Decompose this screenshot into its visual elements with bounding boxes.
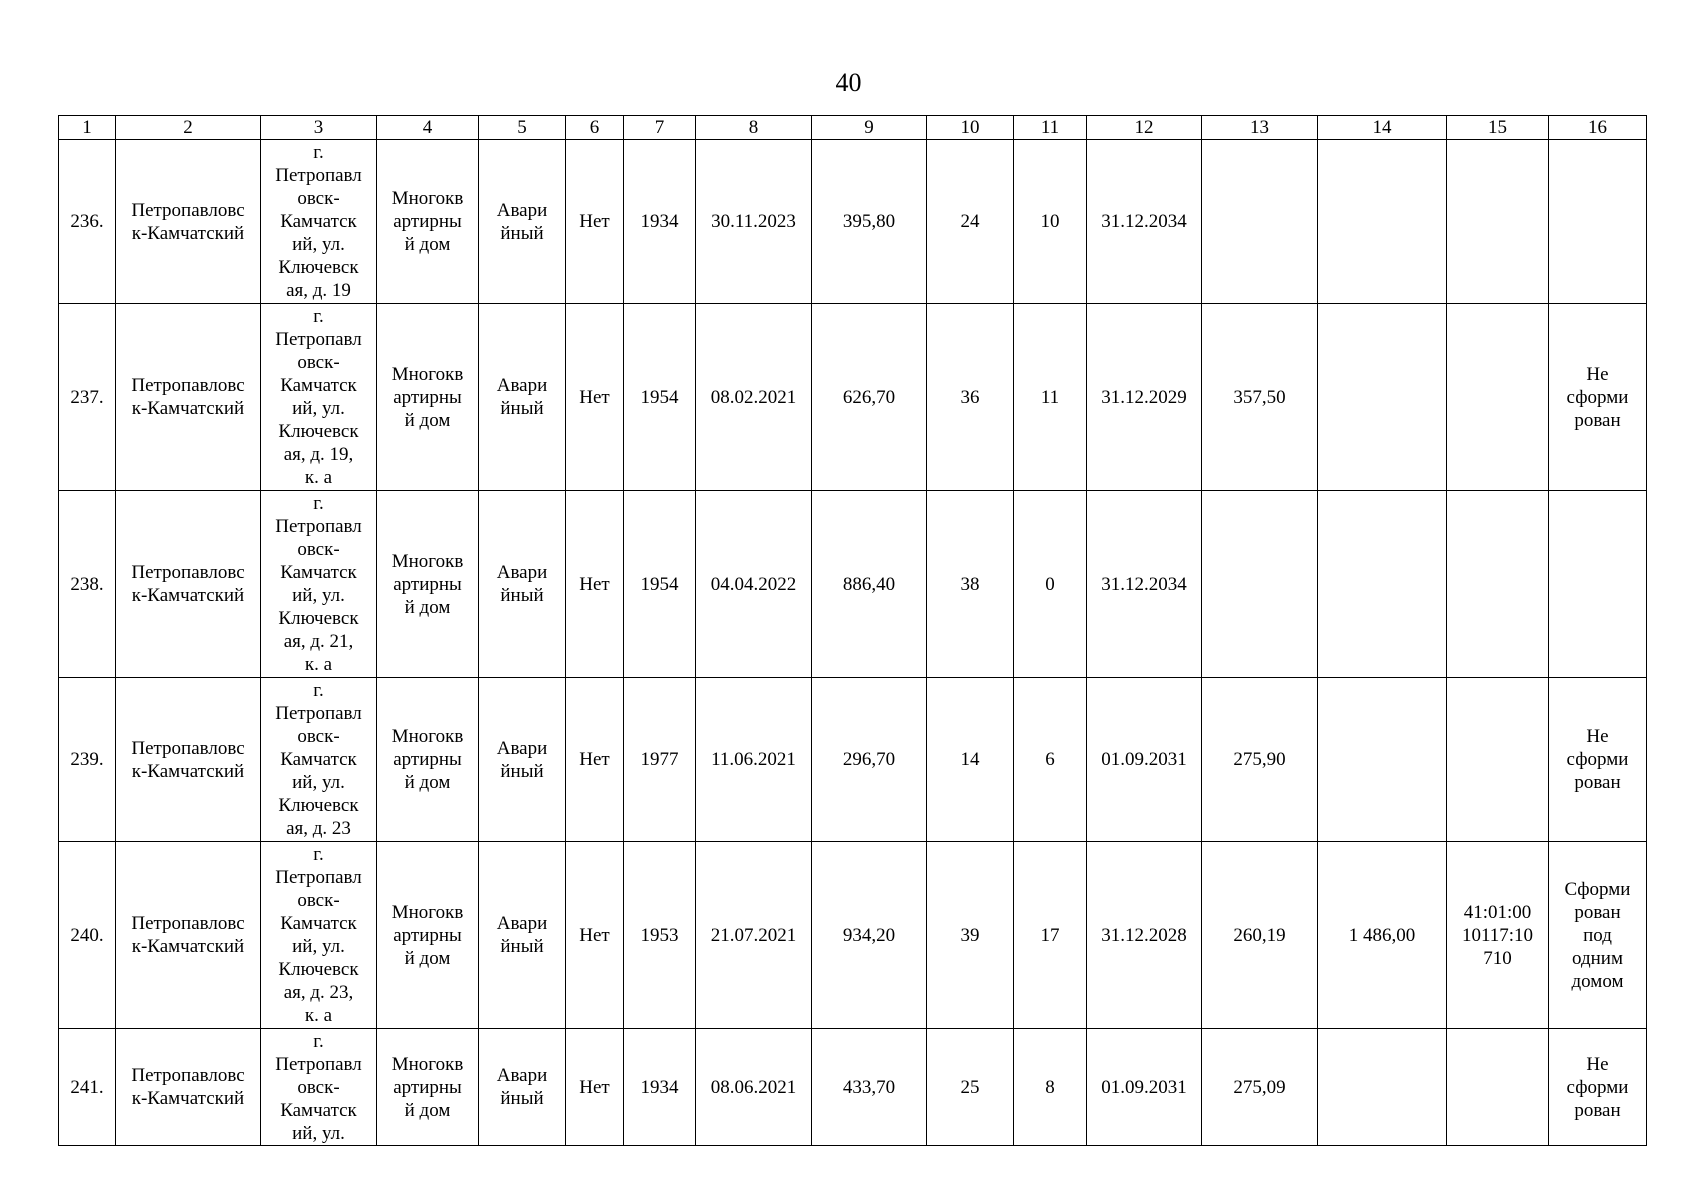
address-cell: [261, 842, 377, 1029]
rooms-count-cell: 17: [1014, 842, 1087, 1029]
column-header-6: 6: [566, 116, 624, 140]
building-type-cell: [377, 842, 479, 1029]
cadastral-number-line: 10117:10: [1461, 924, 1534, 946]
row-number-cell: 239.: [59, 678, 116, 842]
column-header-1: 1: [59, 116, 116, 140]
column-header-16: 16: [1549, 116, 1647, 140]
column-header-5: 5: [479, 116, 566, 140]
address-cell: [261, 678, 377, 842]
municipality-cell: [116, 491, 261, 678]
address-line: ая, д. 19,: [283, 444, 354, 465]
municipality-line: Петропавловс: [131, 562, 245, 583]
column-header-2: 2: [116, 116, 261, 140]
rooms-count-cell: 11: [1014, 304, 1087, 491]
address-line: Ключевск: [278, 421, 359, 442]
building-type-line: Многокв: [391, 550, 464, 572]
address-line: ий, ул.: [292, 398, 345, 419]
table-row: [59, 842, 1647, 1029]
header-row: [59, 116, 1647, 140]
row-number-cell: 238.: [59, 491, 116, 678]
building-type-line: артирны: [393, 1076, 462, 1098]
land-area-cell: 275,90: [1202, 678, 1318, 842]
resettlement-date-cell: 31.12.2034: [1087, 491, 1202, 678]
residents-count-cell: 38: [927, 491, 1014, 678]
building-type-line: артирны: [393, 573, 462, 595]
address-line: Петропавл: [275, 329, 362, 350]
address-line: овск-: [297, 352, 340, 373]
municipality-line: Петропавловс: [131, 1065, 245, 1086]
address-line: ая, д. 21,: [283, 631, 354, 652]
cadastral-number-line: 41:01:00: [1463, 901, 1532, 923]
table-row: [59, 140, 1647, 304]
address-cell: [261, 140, 377, 304]
column-header-14: 14: [1318, 116, 1447, 140]
condition-line: Авари: [496, 375, 548, 396]
col-6-value-cell: Нет: [566, 304, 624, 491]
condition-cell: [479, 140, 566, 304]
municipality-cell: [116, 304, 261, 491]
area-value-cell: 395,80: [812, 140, 927, 304]
address-line: г.: [313, 680, 324, 701]
condition-cell: [479, 678, 566, 842]
table-header: [59, 116, 1647, 140]
cadastral-number-cell: [1447, 304, 1549, 491]
residents-count-cell: 24: [927, 140, 1014, 304]
column-header-8: 8: [696, 116, 812, 140]
column-header-7: 7: [624, 116, 696, 140]
column-header-3: 3: [261, 116, 377, 140]
table-row: [59, 1029, 1647, 1146]
condition-cell: [479, 1029, 566, 1146]
address-line: Камчатск: [280, 375, 357, 396]
address-line: Камчатск: [280, 1099, 357, 1121]
land-status-cell: [1549, 304, 1647, 491]
condition-line: йный: [500, 760, 544, 782]
building-type-line: й дом: [404, 1099, 451, 1121]
address-line: г.: [313, 844, 324, 865]
condition-line: йный: [500, 1088, 544, 1109]
address-line: овск-: [297, 539, 340, 560]
land-status-line: сформи: [1566, 1076, 1629, 1098]
building-type-line: Многокв: [391, 1053, 464, 1075]
recognition-date-cell: 11.06.2021: [696, 678, 812, 842]
land-plot-area-cell: [1318, 140, 1447, 304]
building-type-line: Многокв: [391, 363, 464, 385]
address-line: Петропавл: [275, 867, 362, 888]
column-header-13: 13: [1202, 116, 1318, 140]
land-plot-area-cell: [1318, 1029, 1447, 1146]
land-status-line: рован: [1574, 772, 1621, 793]
condition-line: йный: [500, 222, 544, 244]
land-status-cell: [1549, 842, 1647, 1029]
address-line: ая, д. 23: [286, 818, 351, 839]
municipality-line: к-Камчатский: [131, 585, 245, 606]
col-6-value-cell: Нет: [566, 842, 624, 1029]
land-area-cell: 260,19: [1202, 842, 1318, 1029]
address-line: овск-: [297, 188, 340, 209]
land-area-cell: [1202, 491, 1318, 678]
address-line: ая, д. 19: [286, 280, 351, 301]
address-line: Ключевск: [278, 959, 359, 980]
resettlement-date-cell: 31.12.2028: [1087, 842, 1202, 1029]
resettlement-date-cell: 31.12.2034: [1087, 140, 1202, 304]
cadastral-number-line: 710: [1483, 947, 1512, 969]
municipality-line: к-Камчатский: [131, 222, 245, 244]
address-line: Камчатск: [280, 913, 357, 934]
condition-line: йный: [500, 398, 544, 419]
municipality-line: Петропавловс: [131, 913, 245, 934]
column-header-4: 4: [377, 116, 479, 140]
area-value-cell: 626,70: [812, 304, 927, 491]
building-type-line: артирны: [393, 386, 462, 408]
residents-count-cell: 14: [927, 678, 1014, 842]
condition-line: йный: [500, 936, 544, 957]
recognition-date-cell: 04.04.2022: [696, 491, 812, 678]
address-line: Петропавл: [275, 165, 362, 186]
col-6-value-cell: Нет: [566, 678, 624, 842]
land-status-cell: [1549, 140, 1647, 304]
address-line: Ключевск: [278, 257, 359, 278]
column-header-12: 12: [1087, 116, 1202, 140]
address-line: ая, д. 23,: [283, 982, 354, 1003]
cadastral-number-cell: [1447, 678, 1549, 842]
municipality-line: к-Камчатский: [131, 398, 245, 419]
address-line: Ключевск: [278, 608, 359, 629]
cadastral-number-cell: [1447, 842, 1549, 1029]
col-6-value-cell: Нет: [566, 491, 624, 678]
row-number-cell: 241.: [59, 1029, 116, 1146]
address-line: к. а: [304, 1005, 333, 1026]
address-line: ий, ул.: [292, 772, 345, 793]
address-line: г.: [313, 142, 324, 163]
cadastral-number-cell: [1447, 1029, 1549, 1146]
land-status-line: сформи: [1566, 386, 1629, 408]
rooms-count-cell: 0: [1014, 491, 1087, 678]
building-type-cell: [377, 678, 479, 842]
recognition-date-cell: 21.07.2021: [696, 842, 812, 1029]
address-line: Камчатск: [280, 562, 357, 583]
building-type-line: й дом: [404, 234, 451, 255]
land-status-cell: [1549, 491, 1647, 678]
resettlement-date-cell: 31.12.2029: [1087, 304, 1202, 491]
address-line: г.: [313, 1030, 324, 1052]
table-body: [59, 140, 1647, 1146]
address-cell: [261, 304, 377, 491]
land-plot-area-cell: 1 486,00: [1318, 842, 1447, 1029]
residents-count-cell: 36: [927, 304, 1014, 491]
address-line: Петропавл: [275, 703, 362, 724]
table-row: [59, 678, 1647, 842]
municipality-line: Петропавловс: [131, 737, 245, 759]
land-status-line: Не: [1586, 363, 1609, 385]
column-header-11: 11: [1014, 116, 1087, 140]
row-number-cell: 236.: [59, 140, 116, 304]
land-status-line: под: [1583, 924, 1612, 946]
building-type-cell: [377, 1029, 479, 1146]
building-type-line: Многокв: [391, 901, 464, 923]
building-type-line: артирны: [393, 924, 462, 946]
area-value-cell: 886,40: [812, 491, 927, 678]
municipality-line: к-Камчатский: [131, 760, 245, 782]
address-line: г.: [313, 306, 324, 327]
residents-count-cell: 25: [927, 1029, 1014, 1146]
land-status-line: рован: [1574, 901, 1621, 923]
building-type-line: Многокв: [391, 726, 464, 747]
area-value-cell: 433,70: [812, 1029, 927, 1146]
address-line: ий, ул.: [292, 585, 345, 606]
address-line: Петропавл: [275, 516, 362, 537]
condition-cell: [479, 842, 566, 1029]
recognition-date-cell: 08.06.2021: [696, 1029, 812, 1146]
area-value-cell: 934,20: [812, 842, 927, 1029]
address-line: к. а: [304, 654, 333, 675]
condition-cell: [479, 304, 566, 491]
land-status-line: рован: [1574, 409, 1621, 431]
municipality-cell: [116, 842, 261, 1029]
year-built-cell: 1934: [624, 1029, 696, 1146]
building-type-line: й дом: [404, 772, 451, 793]
address-line: овск-: [297, 890, 340, 911]
land-status-line: сформи: [1566, 749, 1629, 770]
row-number-cell: 237.: [59, 304, 116, 491]
address-line: ий, ул.: [292, 936, 345, 957]
year-built-cell: 1977: [624, 678, 696, 842]
address-cell: [261, 1029, 377, 1146]
address-line: Камчатск: [280, 749, 357, 770]
recognition-date-cell: 30.11.2023: [696, 140, 812, 304]
cadastral-number-cell: [1447, 491, 1549, 678]
land-status-line: одним: [1572, 947, 1623, 969]
table-row: [59, 491, 1647, 678]
building-type-line: артирны: [393, 749, 462, 770]
column-header-10: 10: [927, 116, 1014, 140]
building-type-line: Многокв: [391, 188, 464, 209]
land-area-cell: [1202, 140, 1318, 304]
address-line: овск-: [297, 726, 340, 747]
year-built-cell: 1934: [624, 140, 696, 304]
address-line: к. а: [304, 467, 333, 488]
land-status-line: рован: [1574, 1099, 1621, 1121]
land-status-line: Не: [1586, 1053, 1609, 1075]
building-type-line: й дом: [404, 947, 451, 969]
condition-line: Авари: [496, 199, 548, 221]
recognition-date-cell: 08.02.2021: [696, 304, 812, 491]
address-line: Камчатск: [280, 211, 357, 232]
municipality-cell: [116, 678, 261, 842]
land-status-line: Не: [1586, 726, 1609, 747]
municipality-line: Петропавловс: [131, 199, 245, 221]
year-built-cell: 1954: [624, 304, 696, 491]
address-line: Ключевск: [278, 795, 359, 816]
rooms-count-cell: 8: [1014, 1029, 1087, 1146]
land-status-cell: [1549, 678, 1647, 842]
residents-count-cell: 39: [927, 842, 1014, 1029]
building-type-line: й дом: [404, 409, 451, 431]
year-built-cell: 1953: [624, 842, 696, 1029]
municipality-line: Петропавловс: [131, 375, 245, 396]
table-row: [59, 304, 1647, 491]
col-6-value-cell: Нет: [566, 1029, 624, 1146]
rooms-count-cell: 10: [1014, 140, 1087, 304]
municipality-line: к-Камчатский: [131, 936, 245, 957]
municipality-cell: [116, 1029, 261, 1146]
land-plot-area-cell: [1318, 678, 1447, 842]
address-line: овск-: [297, 1076, 340, 1098]
rooms-count-cell: 6: [1014, 678, 1087, 842]
municipality-cell: [116, 140, 261, 304]
building-type-cell: [377, 491, 479, 678]
land-plot-area-cell: [1318, 491, 1447, 678]
page-number: 40: [835, 68, 862, 97]
building-type-cell: [377, 304, 479, 491]
column-header-15: 15: [1447, 116, 1549, 140]
address-line: г.: [313, 493, 324, 514]
resettlement-date-cell: 01.09.2031: [1087, 1029, 1202, 1146]
address-line: ий, ул.: [292, 234, 345, 255]
land-status-line: Сформи: [1564, 878, 1631, 900]
building-type-line: й дом: [404, 596, 451, 618]
condition-line: Авари: [496, 1065, 548, 1086]
building-type-line: артирны: [393, 211, 462, 232]
resettlement-date-cell: 01.09.2031: [1087, 678, 1202, 842]
address-line: Петропавл: [275, 1053, 362, 1075]
registry-table: [58, 115, 1647, 1146]
condition-line: Авари: [496, 562, 548, 583]
col-6-value-cell: Нет: [566, 140, 624, 304]
address-line: ий, ул.: [292, 1122, 345, 1144]
municipality-line: к-Камчатский: [131, 1088, 245, 1109]
address-cell: [261, 491, 377, 678]
area-value-cell: 296,70: [812, 678, 927, 842]
column-header-9: 9: [812, 116, 927, 140]
condition-line: Авари: [496, 737, 548, 759]
row-number-cell: 240.: [59, 842, 116, 1029]
building-type-cell: [377, 140, 479, 304]
cadastral-number-cell: [1447, 140, 1549, 304]
land-plot-area-cell: [1318, 304, 1447, 491]
condition-line: йный: [500, 585, 544, 606]
land-area-cell: 357,50: [1202, 304, 1318, 491]
land-area-cell: 275,09: [1202, 1029, 1318, 1146]
condition-line: Авари: [496, 913, 548, 934]
land-status-line: домом: [1571, 970, 1624, 992]
condition-cell: [479, 491, 566, 678]
land-status-cell: [1549, 1029, 1647, 1146]
year-built-cell: 1954: [624, 491, 696, 678]
